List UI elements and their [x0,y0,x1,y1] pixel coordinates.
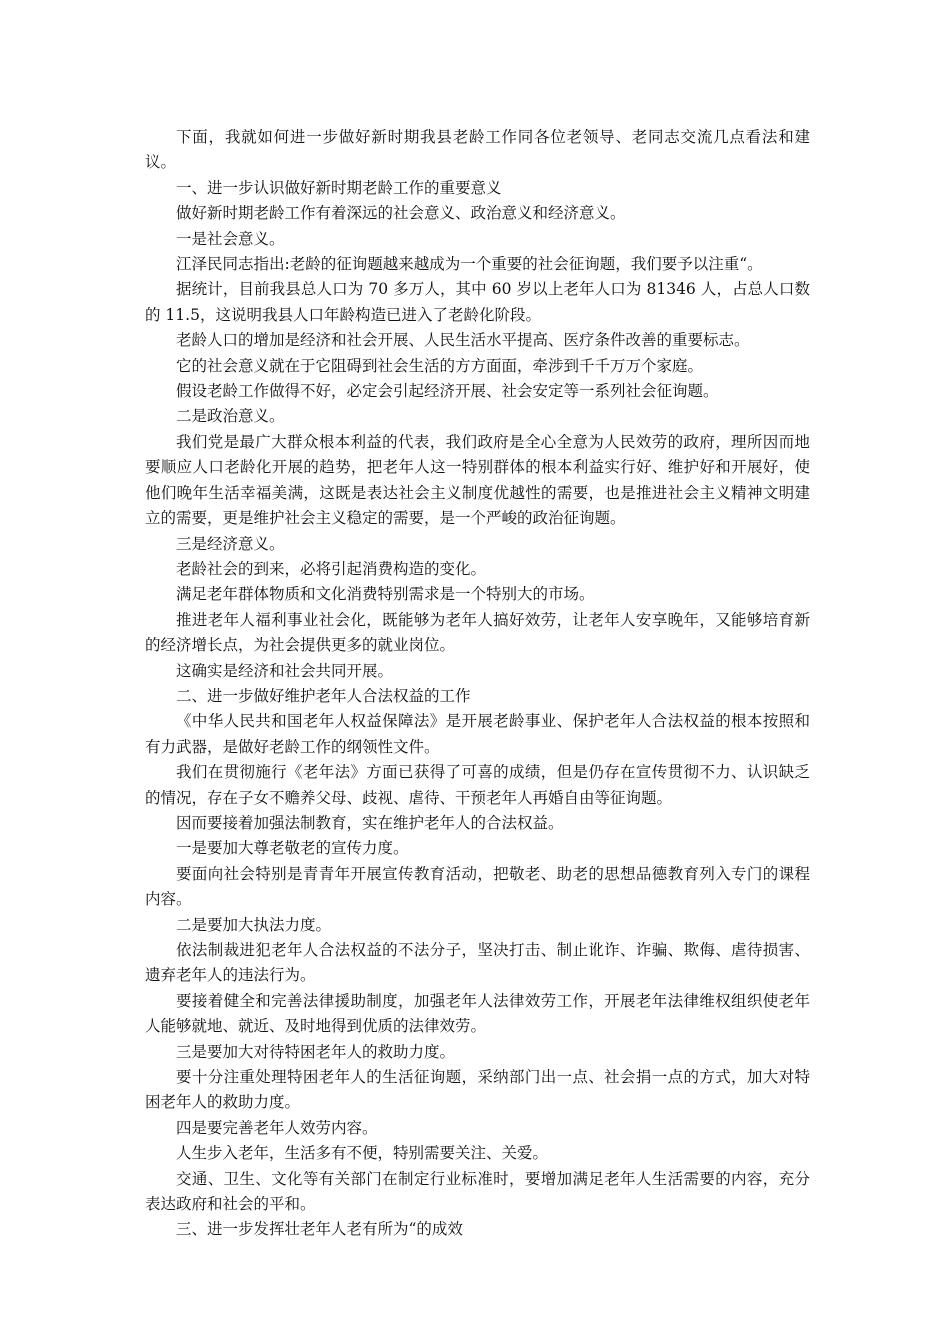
paragraph: 人生步入老年，生活多有不便，特别需要关注、关爱。 [176,1144,549,1163]
paragraph: 《中华人民共和国老年人权益保障法》是开展老龄事业、保护老年人合法权益的根本按照和有力武器，是做好老龄工作的纲领性文件。 [145,712,810,756]
paragraph: 要接着健全和完善法律援助制度，加强老年人法律效劳工作，开展老年法律维权组织使老年人能够就地、就近、及时地得到优质的法律效劳。 [145,991,810,1036]
paragraph: 推进老年人福利事业社会化，既能够为老年人搞好效劳，让老年人安享晚年，又能够培育新的经济增长点，为社会提供更多的就业岗位。 [145,610,810,655]
subsection-heading: 四是要完善老年人效劳内容。 [176,1118,378,1137]
paragraph: 我们在贯彻施行《老年法》方面已获得了可喜的成绩，但是仍存在宣传贯彻不力、认识缺乏的情况，存在子女不赡养父母、歧视、虐待、干预老年人再婚自由等征询题。 [145,763,810,807]
paragraph: 据统计，目前我县总人口为 70 多万人，其中 60 岁以上老年人口为 81346 人，占总人口数的 11.5，这说明我县人口年龄构造已进入了老龄化阶段。 [145,280,810,324]
subsection-heading: 一是要加大尊老敬老的宣传力度。 [176,839,409,858]
subsection-heading: 二是要加大执法力度。 [176,915,332,934]
paragraph: 满足老年群体物质和文化消费特别需求是一个特别大的市场。 [176,585,595,604]
paragraph: 下面，我就如何进一步做好新时期我县老龄工作同各位老领导、老同志交流几点看法和建议。 [145,128,810,172]
subsection-heading: 一是社会意义。 [176,229,285,248]
paragraph: 假设老龄工作做得不好，必定会引起经济开展、社会安定等一系列社会征询题。 [176,382,719,401]
subsection-heading: 三是要加大对待特困老年人的救助力度。 [176,1042,456,1061]
section-heading: 一、进一步认识做好新时期老龄工作的重要意义 [176,178,502,197]
paragraph: 做好新时期老龄工作有着深远的社会意义、政治意义和经济意义。 [176,204,626,223]
section-heading: 二、进一步做好维护老年人合法权益的工作 [176,686,471,705]
paragraph: 交通、卫生、文化等有关部门在制定行业标准时，要增加满足老年人生活需要的内容，充分表达政府和社会的平和。 [145,1169,810,1214]
section-heading: 三、进一步发挥壮老年人老有所为“的成效 [176,1220,463,1239]
subsection-heading: 三是经济意义。 [176,534,285,553]
paragraph: 老龄社会的到来，必将引起消费构造的变化。 [176,559,487,578]
paragraph: 依法制裁进犯老年人合法权益的不法分子，坚决打击、制止讹诈、诈骗、欺侮、虐待损害、遗弃老年人的违法行为。 [145,941,810,985]
paragraph: 这确实是经济和社会共同开展。 [176,661,394,680]
document-body [145,125,810,1243]
paragraph: 我们党是最广大群众根本利益的代表，我们政府是全心全意为人民效劳的政府，理所因而地要顺应人口老龄化开展的趋势，把老年人这一特别群体的根本利益实行好、维护好和开展好，使他们晚年生活幸福美满，这既是表达社会主义制度优越性的需要，也是推进社会主义精神文明建立的需要，更是维护社会主义稳定的需要，是一个严峻的政治征询题。 [145,432,810,528]
paragraph: 江泽民同志指出:老龄的征询题越来越成为一个重要的社会征询题，我们要予以注重“。 [176,255,763,274]
paragraph: 它的社会意义就在于它阻碍到社会生活的方方面面，牵涉到千千万万个家庭。 [176,356,704,375]
subsection-heading: 二是政治意义。 [176,407,285,426]
paragraph: 要十分注重处理特困老年人的生活征询题，采纳部门出一点、社会捐一点的方式，加大对特困老年人的救助力度。 [145,1068,810,1112]
paragraph: 老龄人口的增加是经济和社会开展、人民生活水平提高、医疗条件改善的重要标志。 [176,331,750,350]
paragraph: 要面向社会特别是青青年开展宣传教育活动，把敬老、助老的思想品德教育列入专门的课程内容。 [145,864,810,909]
paragraph: 因而要接着加强法制教育，实在维护老年人的合法权益。 [176,813,564,832]
